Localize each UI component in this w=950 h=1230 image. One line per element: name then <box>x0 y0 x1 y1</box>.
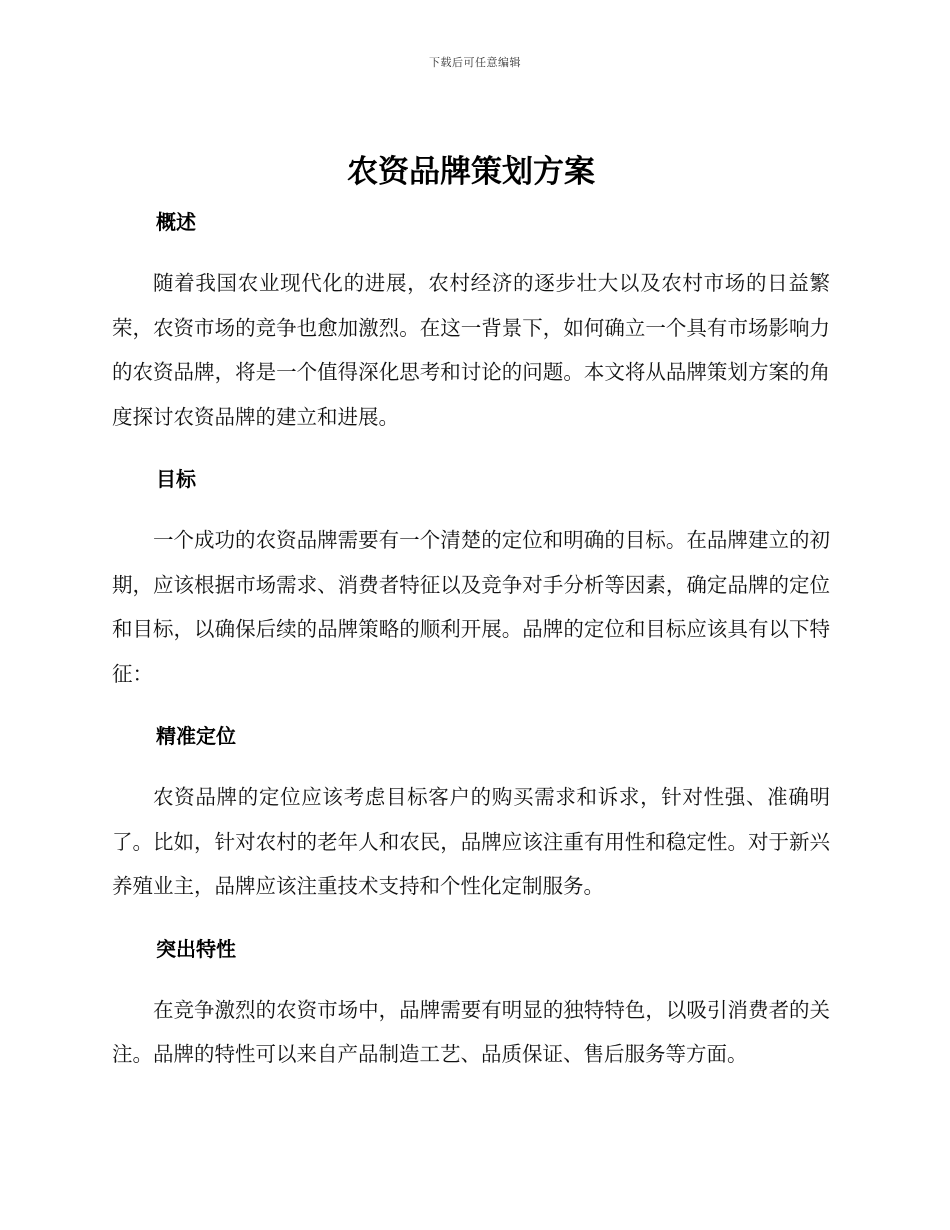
section-paragraph-distinct-features: 在竞争激烈的农资市场中，品牌需要有明显的独特特色，以吸引消费者的关注。品牌的特性可以来自产品制造工艺、品质保证、售后服务等方面。 <box>112 997 830 1066</box>
section-heading-overview: 概述 <box>156 210 196 234</box>
spacer <box>112 909 830 935</box>
section-paragraph-goals: 一个成功的农资品牌需要有一个清楚的定位和明确的目标。在品牌建立的初期，应该根据市场需求、消费者特征以及竞争对手分析等因素，确定品牌的定位和目标，以确保后续的品牌策略的顺利开展。品牌的定位和目标应该具有以下特征： <box>112 528 830 686</box>
section-heading-precise-positioning: 精准定位 <box>156 724 236 748</box>
header-note: 下载后可任意编辑 <box>429 56 521 69</box>
spacer <box>112 196 830 208</box>
spacer <box>112 236 830 261</box>
spacer <box>112 696 830 722</box>
section-heading-distinct-features: 突出特性 <box>156 936 236 961</box>
document-body <box>112 148 830 1077</box>
section-paragraph-precise-positioning: 农资品牌的定位应该考虑目标客户的购买需求和诉求，针对性强、准确明了。比如，针对农村的老年人和农民，品牌应该注重有用性和稳定性。对于新兴养殖业主，品牌应该注重技术支持和个性化定制服务。 <box>112 785 830 898</box>
spacer <box>112 963 830 988</box>
spacer <box>112 439 830 465</box>
spacer <box>112 750 830 775</box>
section-heading-goals: 目标 <box>156 467 196 491</box>
document-title: 农资品牌策划方案 <box>347 154 595 190</box>
section-paragraph-overview: 随着我国农业现代化的进展，农村经济的逐步壮大以及农村市场的日益繁荣，农资市场的竞争也愈加激烈。在这一背景下，如何确立一个具有市场影响力的农资品牌，将是一个值得深化思考和讨论的问题。本文将从品牌策划方案的角度探讨农资品牌的建立和进展。 <box>112 271 830 429</box>
spacer <box>112 493 830 518</box>
